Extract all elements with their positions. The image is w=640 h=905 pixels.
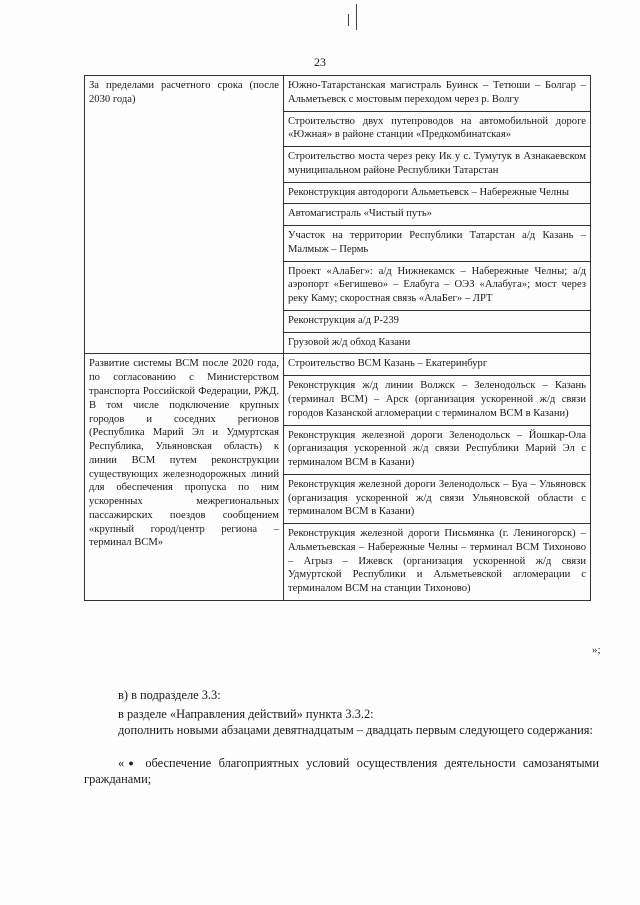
project-cell: Строительство моста через реку Ик у с. Тумутук в Азнакаевском муниципальном районе Республики Татарстан (284, 147, 591, 183)
project-cell: Участок на территории Республики Татарстан а/д Казань – Малмыж – Пермь (284, 226, 591, 262)
bullet-text: обеспечение благоприятных условий осуществления деятельности самозанятыми гражданами; (84, 756, 599, 787)
scan-mark (348, 14, 349, 26)
project-cell: Грузовой ж/д обход Казани (284, 332, 591, 354)
bullet-icon: ● (124, 758, 139, 768)
paragraph-bullet (84, 755, 599, 787)
scan-mark (356, 4, 357, 30)
project-cell: Реконструкция железной дороги Письмянка (г. Лениногорск) – Альметьевская – Набережные Челны – терминал ВСМ Тихоново – Агрыз – Ижевск (организация ускоренной ж/д связи Удмуртской Республики и Альметьевской агломерации с терминалом ВСМ на станции Тихоново) (284, 524, 591, 601)
project-cell: Строительство двух путепроводов на автомобильной дороге «Южная» в районе станции «Предкомбинатская» (284, 111, 591, 147)
period-cell: За пределами расчетного срока (после 2030 года) (85, 76, 284, 354)
project-cell: Автомагистраль «Чистый путь» (284, 204, 591, 226)
page-number: 23 (314, 55, 326, 69)
project-cell: Южно-Татарстанская магистраль Буинск – Тетюши – Болгар – Альметьевск с мостовым переходом через р. Волгу (284, 76, 591, 112)
project-cell: Реконструкция ж/д линии Волжск – Зеленодольск – Казань (терминал ВСМ) – Арск (организация ускоренной ж/д связи городов Казанской агломерации с терминалом ВСМ в Казани) (284, 376, 591, 425)
opening-quote: « (118, 756, 125, 770)
project-cell: Строительство ВСМ Казань – Екатеринбург (284, 354, 591, 376)
paragraph-amendment: дополнить новыми абзацами девятнадцатым – двадцать первым следующего содержания: (118, 723, 593, 737)
project-cell: Реконструкция автодороги Альметьевск – Набережные Челны (284, 182, 591, 204)
table-row (85, 76, 591, 112)
project-cell: Реконструкция а/д Р-239 (284, 310, 591, 332)
project-cell: Реконструкция железной дороги Зеленодольск – Йошкар-Ола (организация ускоренной ж/д связи Республики Марий Эл с терминалом ВСМ в Казани) (284, 425, 591, 474)
table-row (85, 354, 591, 376)
paragraph-section: в разделе «Направления действий» пункта 3.3.2: (118, 707, 374, 721)
projects-table (84, 75, 591, 601)
project-cell: Реконструкция железной дороги Зеленодольск – Буа – Ульяновск (организация ускоренной ж/д связи Ульяновской области с терминалом ВСМ в Казани) (284, 474, 591, 523)
paragraph-subsection: в) в подразделе 3.3: (118, 688, 221, 702)
period-cell: Развитие системы ВСМ после 2020 года, по согласованию с Министерством транспорта Российской Федерации, РЖД. В том числе подключение крупных городов и соседних регионов (Республика Марий Эл и Удмуртская Республика, Ульяновская область) к линии ВСМ путем реконструкции существующих железнодорожных линий для обеспечения пропуска по ним ускоренных межрегиональных пассажирских поездов сообщением «крупный город/центр региона – терминал ВСМ» (85, 354, 284, 600)
table-closing-quote: »; (592, 644, 601, 656)
project-cell: Проект «АлаБег»: а/д Нижнекамск – Набережные Челны; а/д аэропорт «Бегишево» – Елабуга – ОЭЗ «Алабуга»; мост через реку Каму; скоростная связь «АлаБег» – ЛРТ (284, 261, 591, 310)
